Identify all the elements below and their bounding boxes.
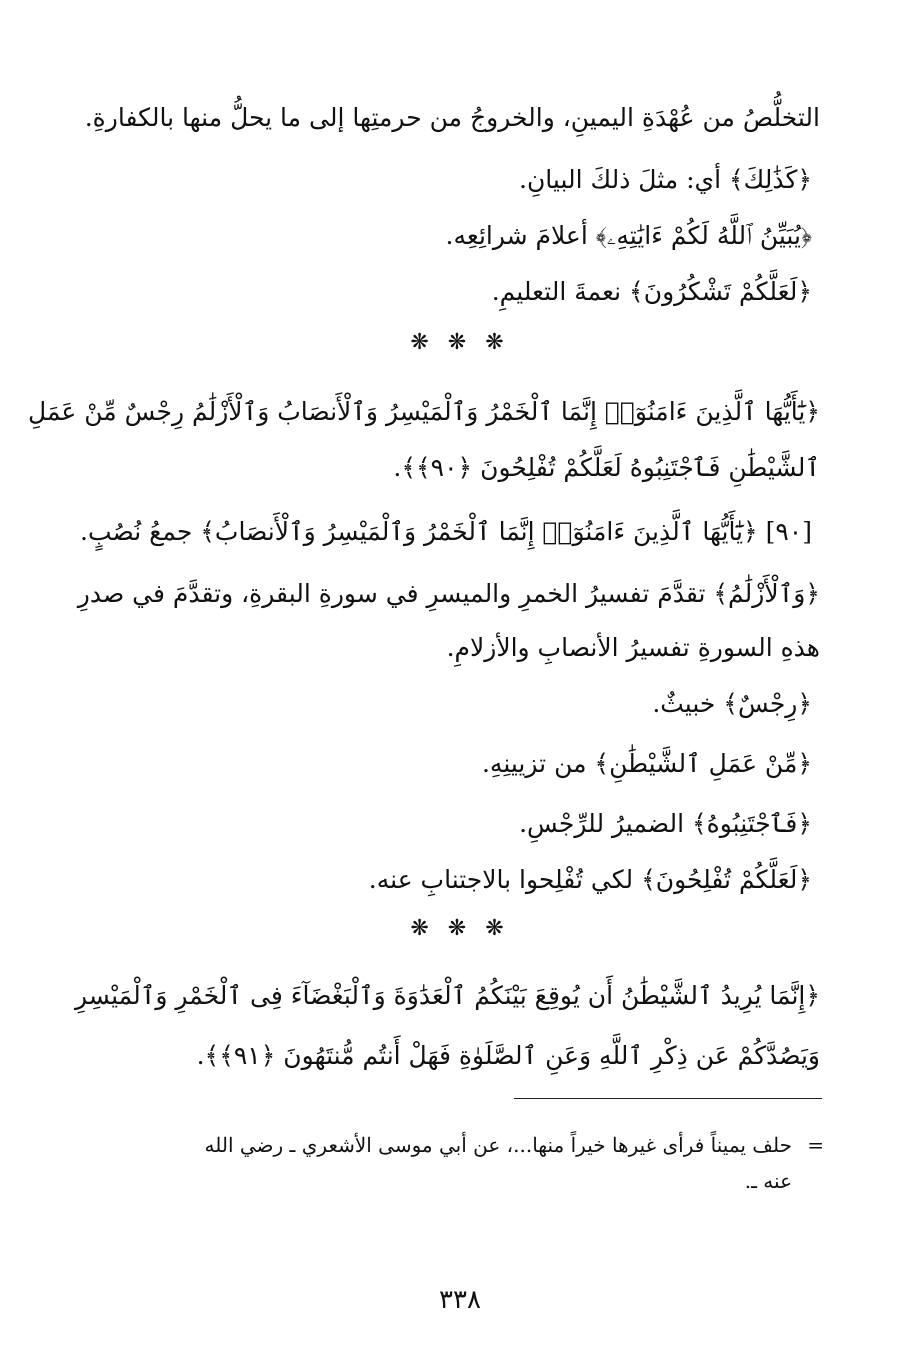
verse-91-line-1: ﴿إِنَّمَا يُرِيدُ ٱلشَّيْطَٰنُ أَن يُوقِعَ بَيْنَكُمُ ٱلْعَدَٰوَةَ وَٱلْبَغْضَآءَ فِى ٱلْخَمْرِ وَٱلْمَيْسِرِ [75,981,820,1010]
footnote-line-2: عنه ـ. [744,1169,792,1193]
text-line-commentary-6: ﴿فَٱجْتَنِبُوهُ﴾ الضميرُ للرِّجْسِ. [519,809,812,838]
text-line-2: ﴿كَذَٰلِكَ﴾ أي: مثلَ ذلكَ البيانِ. [519,165,812,194]
text-line-3: ﴿يُبَيِّنُ ٱللَّهُ لَكُمْ ءَايَٰتِهِۦ﴾ أعلامَ شرائِعِه. [445,221,812,250]
text-line-commentary-5: ﴿مِّنْ عَمَلِ ٱلشَّيْطَٰنِ﴾ من تزيينِهِ. [481,749,812,778]
text-line-4: ﴿لَعَلَّكُمْ تَشْكُرُونَ﴾ نعمةَ التعليمِ. [491,277,812,306]
text-line-1: التخلُّصُ من عُهْدَةِ اليمينِ، والخروجُ من حرمتِها إلى ما يحلُّ منها بالكفارةِ. [84,103,820,132]
section-separator-2: ❋ ❋ ❋ [410,916,510,941]
text-line-commentary-7: ﴿لَعَلَّكُمْ تُفْلِحُونَ﴾ لكي تُفْلِحوا بالاجتنابِ عنه. [368,865,812,894]
text-line-commentary-4: ﴿رِجْسٌ﴾ خبيثٌ. [652,689,812,718]
text-line-commentary-2: ﴿وَٱلْأَزْلَٰمُ﴾ تقدَّمَ تفسيرُ الخمرِ والميسرِ في سورةِ البقرةِ، وتقدَّمَ في صدرِ [77,579,820,608]
footnote-marker: = [807,1133,824,1157]
text-line-commentary-3: هذهِ السورةِ تفسيرُ الأنصابِ والأزلامِ. [446,633,820,662]
footnote-rule [514,1098,822,1099]
text-line-commentary-1: [٩٠] ﴿يَٰٓأَيُّهَا ٱلَّذِينَ ءَامَنُوٓا۟ إِنَّمَا ٱلْخَمْرُ وَٱلْمَيْسِرُ وَٱلْأَنصَابُ﴾ جمعُ نُصُبٍ. [80,517,812,546]
verse-90-line-2: ٱلشَّيْطَٰنِ فَٱجْتَنِبُوهُ لَعَلَّكُمْ تُفْلِحُونَ ﴿٩٠﴾﴾. [393,453,820,482]
footnote-line-1: حلف يميناً فرأى غيرها خيراً منها...، عن أبي موسى الأشعري ـ رضي الله [204,1133,792,1157]
section-separator-1: ❋ ❋ ❋ [410,330,510,355]
page-number: ٣٣٨ [439,1285,481,1315]
verse-90-line-1: ﴿يَٰٓأَيُّهَا ٱلَّذِينَ ءَامَنُوٓا۟ إِنَّمَا ٱلْخَمْرُ وَٱلْمَيْسِرُ وَٱلْأَنصَابُ وَٱلْأَزْلَٰمُ رِجْسٌ مِّنْ عَمَلِ [28,397,820,426]
verse-91-line-2: وَيَصُدَّكُمْ عَن ذِكْرِ ٱللَّهِ وَعَنِ ٱلصَّلَوٰةِ فَهَلْ أَنتُم مُّنتَهُونَ ﴿٩١﴾﴾. [196,1041,820,1070]
